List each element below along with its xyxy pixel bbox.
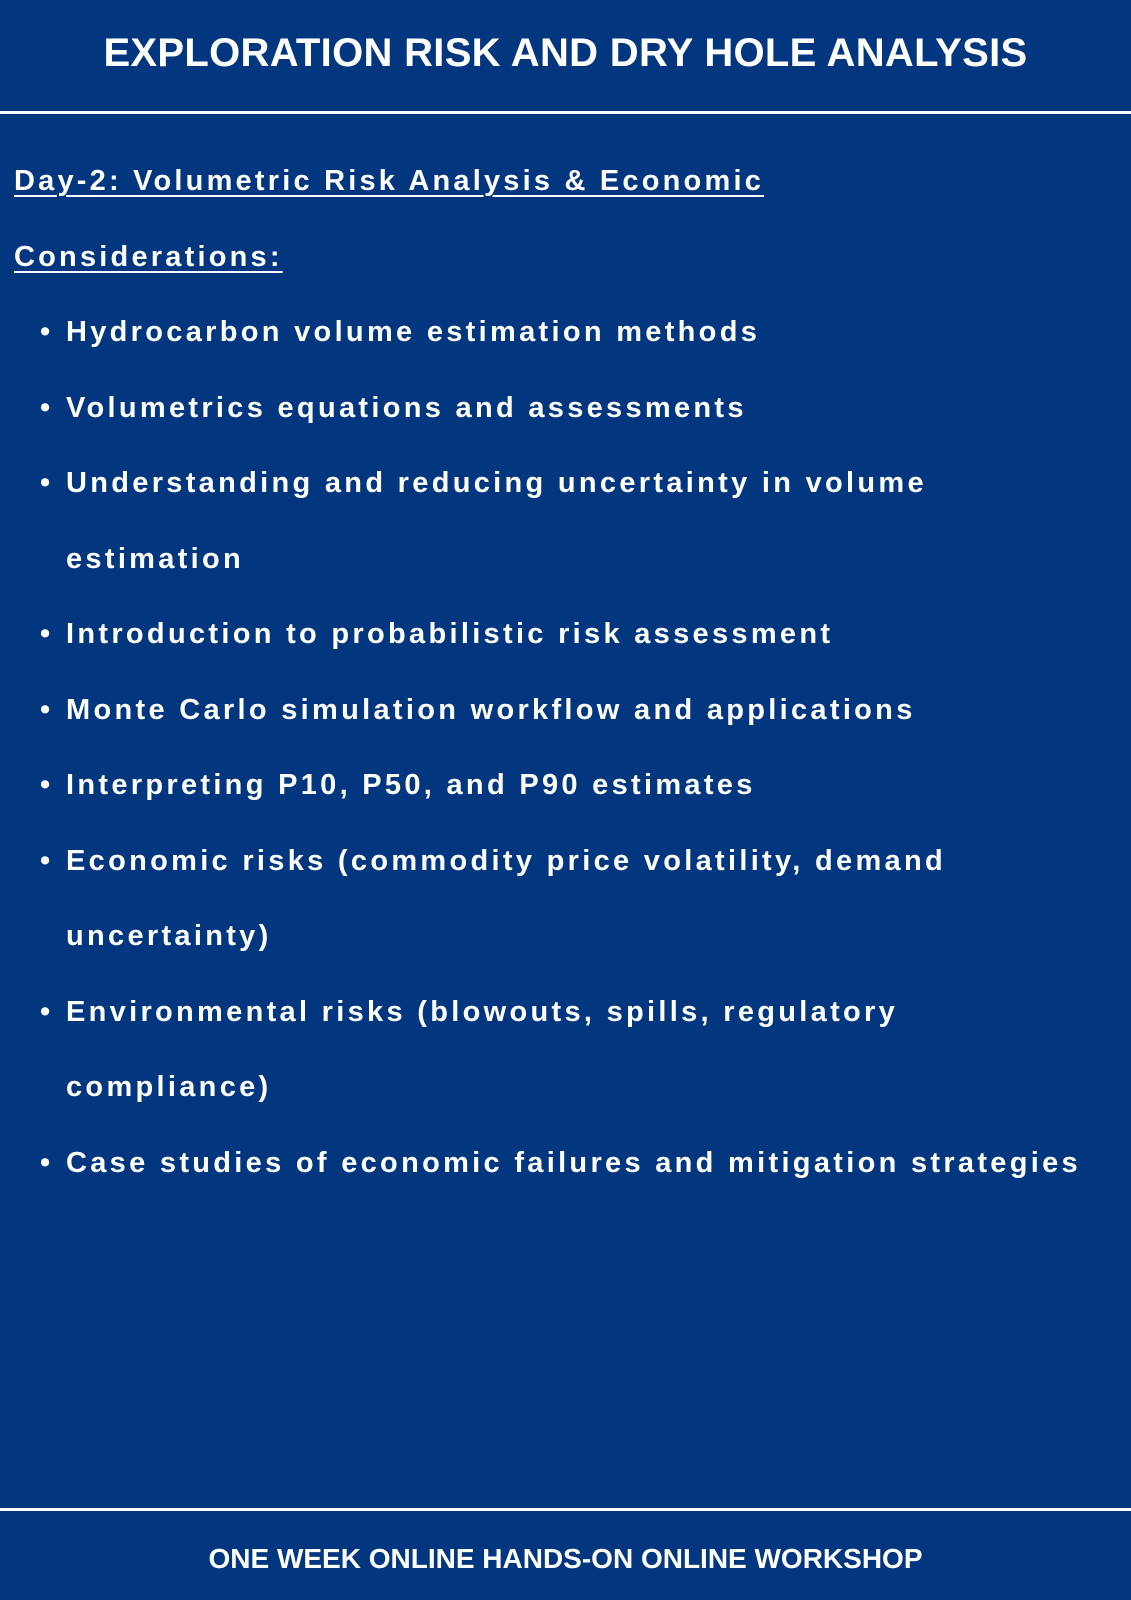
section-heading-line-2: Considerations: <box>14 241 283 273</box>
list-item-label: Economic risks (commodity price volatility, demand uncertainty) <box>66 844 946 952</box>
bullet-icon: • <box>40 769 54 801</box>
bullet-icon: • <box>40 844 54 877</box>
bullet-icon: • <box>40 391 54 424</box>
list-item-label: Monte Carlo simulation workflow and applications <box>66 693 916 726</box>
section-heading-line-1: Day-2: Volumetric Risk Analysis & Economic <box>14 165 765 197</box>
header-divider <box>0 111 1131 114</box>
list-item-label: Interpreting P10, P50, and P90 estimates <box>66 769 756 801</box>
bullet-icon: • <box>40 995 54 1028</box>
list-item-label: Hydrocarbon volume estimation methods <box>66 316 761 348</box>
section-heading <box>14 143 1114 295</box>
list-item <box>14 748 1114 824</box>
list-item <box>14 975 1114 1126</box>
list-item-label: Environmental risks (blowouts, spills, regulatory compliance) <box>66 995 899 1103</box>
list-item <box>14 371 1114 447</box>
list-item-label: Case studies of economic failures and mitigation strategies <box>66 1146 1081 1179</box>
list-item <box>14 597 1114 673</box>
footer-text: ONE WEEK ONLINE HANDS-ON ONLINE WORKSHOP <box>208 1543 923 1574</box>
bullet-icon: • <box>40 316 54 348</box>
list-item <box>14 446 1114 597</box>
bullet-icon: • <box>40 467 54 499</box>
list-item <box>14 1126 1114 1202</box>
page-title: EXPLORATION RISK AND DRY HOLE ANALYSIS <box>103 31 1028 75</box>
day-section <box>14 143 1114 1201</box>
bullet-icon: • <box>40 618 54 650</box>
header <box>0 0 1131 112</box>
list-item <box>14 824 1114 975</box>
topic-list <box>14 295 1114 1201</box>
footer <box>0 1511 1131 1600</box>
bullet-icon: • <box>40 693 54 726</box>
list-item-label: Introduction to probabilistic risk assessment <box>66 618 834 650</box>
list-item-label: Understanding and reducing uncertainty in volume estimation <box>66 467 927 575</box>
list-item-label: Volumetrics equations and assessments <box>66 391 747 424</box>
list-item <box>14 673 1114 749</box>
bullet-icon: • <box>40 1146 54 1179</box>
list-item <box>14 295 1114 371</box>
